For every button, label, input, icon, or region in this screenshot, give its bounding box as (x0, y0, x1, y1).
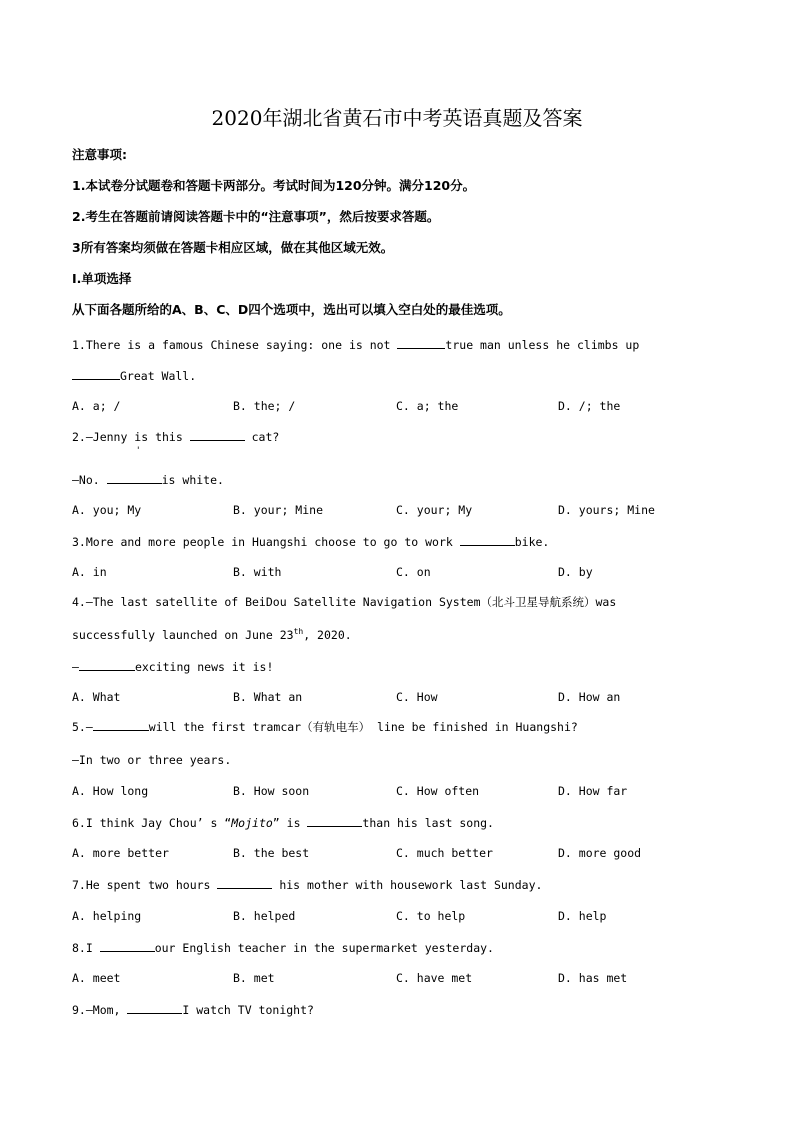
q2-option-b: B. your; Mine (233, 503, 324, 517)
q7-option-c: C. to help (396, 909, 466, 923)
answer-blank (217, 876, 272, 889)
q3-option-a: A. in (72, 565, 107, 579)
q4-option-a: A. What (72, 690, 121, 704)
question-5-line-2: —In two or three years. (72, 753, 232, 767)
q4-option-b: B. What an (233, 690, 303, 704)
q1-option-b: B. the; / (233, 399, 296, 413)
answer-blank (72, 367, 120, 380)
notice-heading: 注意事项: (72, 147, 127, 162)
q8-option-d: D. has met (558, 971, 628, 985)
question-8-line-1: 8.I our English teacher in the supermarket yesterday. (72, 941, 494, 955)
q6-option-a: A. more better (72, 846, 169, 860)
q1-option-c: C. a; the (396, 399, 459, 413)
q8-option-c: C. have met (396, 971, 473, 985)
answer-blank (397, 336, 445, 349)
q4-option-c: C. How (396, 690, 438, 704)
answer-blank (79, 658, 135, 671)
question-6-line-1: 6.I think Jay Chou’ s “Mojito” is than his last song. (72, 816, 494, 830)
section-heading: I.单项选择 (72, 271, 132, 286)
answer-blank (190, 428, 245, 441)
notice-item-2: 2.考生在答题前请阅读答题卡中的“注意事项”，然后按要求答题。 (72, 209, 440, 224)
q5-option-d: D. How far (558, 784, 628, 798)
q5-option-b: B. How soon (233, 784, 310, 798)
q7-option-d: D. help (558, 909, 607, 923)
question-5-line-1: 5.— will the first tramcar（有轨电车） line be finished in Huangshi? (72, 720, 578, 734)
question-9-line-1: 9.—Mom, I watch TV tonight? (72, 1003, 314, 1017)
q8-option-b: B. met (233, 971, 275, 985)
q3-option-c: C. on (396, 565, 431, 579)
q6-option-b: B. the best (233, 846, 310, 860)
q8-option-a: A. meet (72, 971, 121, 985)
q2-option-d: D. yours; Mine (558, 503, 655, 517)
q6-option-c: C. much better (396, 846, 493, 860)
q6-option-d: D. more good (558, 846, 642, 860)
answer-blank (127, 1001, 182, 1014)
question-2-line-1: 2.—Jenny is this cat? (72, 430, 280, 444)
answer-blank (100, 939, 155, 952)
notice-item-3: 3所有答案均须做在答题卡相应区域，做在其他区域无效。 (72, 240, 394, 255)
question-1-line-2: Great Wall. (72, 367, 196, 384)
q5-option-a: A. How long (72, 784, 149, 798)
answer-blank (107, 471, 162, 484)
q3-option-d: D. by (558, 565, 593, 579)
question-4-line-3: — exciting news it is! (72, 660, 274, 674)
stray-apostrophe-mark: ' (137, 446, 140, 456)
answer-blank (93, 718, 149, 731)
question-1-line-1: 1.There is a famous Chinese saying: one is not true man unless he climbs up (72, 338, 640, 352)
question-2-line-2: —No. is white. (72, 473, 224, 487)
question-3-line-1: 3.More and more people in Huangshi choose to go to work bike. (72, 535, 550, 549)
song-title: Mojito (231, 816, 273, 830)
answer-blank (307, 814, 362, 827)
section-instruction: 从下面各题所给的A、B、C、D四个选项中，选出可以填入空白处的最佳选项。 (72, 302, 511, 317)
question-4-line-2: successfully launched on June 23th, 2020. (72, 627, 352, 642)
q7-option-a: A. helping (72, 909, 142, 923)
page-title: 2020年湖北省黄石市中考英语真题及答案 (211, 106, 583, 130)
q5-option-c: C. How often (396, 784, 480, 798)
q2-option-a: A. you; My (72, 503, 142, 517)
q1-option-d: D. /; the (558, 399, 621, 413)
q4-option-d: D. How an (558, 690, 621, 704)
q3-option-b: B. with (233, 565, 282, 579)
q1-option-a: A. a; / (72, 399, 121, 413)
q7-option-b: B. helped (233, 909, 296, 923)
question-7-line-1: 7.He spent two hours his mother with housework last Sunday. (72, 878, 543, 892)
question-4-line-1: 4.—The last satellite of BeiDou Satellite Navigation System（北斗卫星导航系统）was (72, 595, 617, 609)
q2-option-c: C. your; My (396, 503, 473, 517)
notice-item-1: 1.本试卷分试题卷和答题卡两部分。考试时间为120分钟。满分120分。 (72, 178, 476, 193)
answer-blank (460, 533, 515, 546)
